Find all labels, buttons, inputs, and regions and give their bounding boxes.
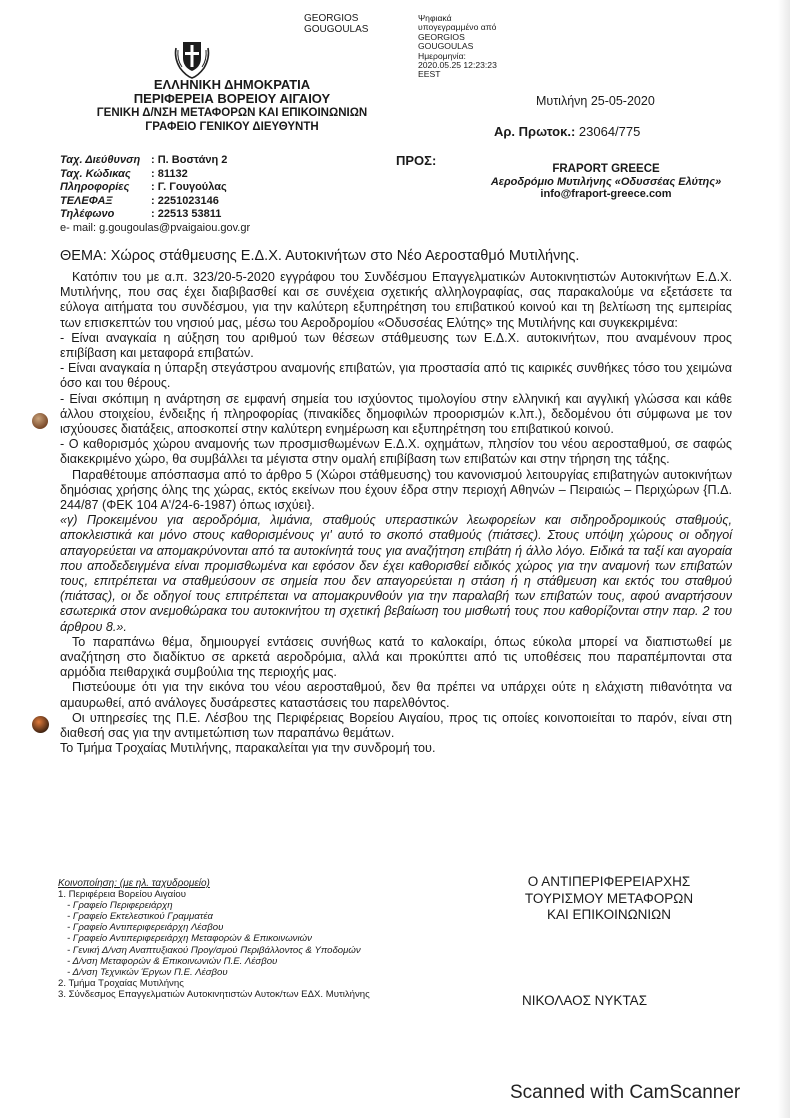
contact-row: Πληροφορίες : Γ. Γουγούλας <box>60 181 227 194</box>
margin-mark-icon <box>32 716 49 733</box>
body-paragraph: Παραθέτουμε απόσπασμα από το άρθρο 5 (Χώροι στάθμευσης) του κανονισμού λειτουργίας επιβατηγών αυτοκινήτων δημόσιας χρήσης όλης της χώρας, εκτός εκείνων που έχουν έδρα στην περιοχή Αθηνών – Πειραιώς – Περιχώρων {Π.Δ. 244/87 (ΦΕΚ 104 Α'/24-6-1987) όπως ισχύει}. <box>60 467 732 513</box>
signature-details: Ψηφιακά υπογεγραμμένο από GEORGIOS GOUGOULAS Ημερομηνία: 2020.05.25 12:23:23 EEST <box>418 13 497 80</box>
cc-sub-item: - Γενική Δ/νση Αναπτυξιακού Προγ/σμού Περιβάλλοντος & Υποδομών <box>67 944 361 956</box>
body-paragraph: Το Τμήμα Τροχαίας Μυτιλήνης, παρακαλείται για την συνδρομή του. <box>60 741 436 756</box>
cc-title: Κοινοποίηση: (με ηλ. ταχυδρομείο) <box>58 878 210 889</box>
cc-item: 1. Περιφέρεια Βορείου Αιγαίου <box>58 889 186 901</box>
scanner-watermark: Scanned with CamScanner <box>510 1082 741 1103</box>
cc-sub-item: - Γραφείο Εκτελεστικού Γραμματέα <box>67 911 214 923</box>
contact-row: Ταχ. Κώδικας : 81132 <box>60 167 188 180</box>
signature-name: GEORGIOS GOUGOULAS <box>304 13 369 35</box>
body-paragraph: Το παραπάνω θέμα, δημιουργεί εντάσεις συνήθως κατά το καλοκαίρι, όπως εύκολα μπορεί να διαπιστωθεί με αναζήτηση στο διαδίκτυο σε αρκετά αεροδρόμια, αλλά και προκύπτει από τις υποθέσεις που παραπέμπονται στα αρμόδια πειθαρχικά συμβούλια της περιοχής μας. <box>60 634 732 680</box>
body-bullet: - Είναι αναγκαία η ύπαρξη στεγάστρου αναμονής επιβατών, για προστασία από τις καιρικές συνθήκες τόσο του χειμώνα όσο και του θέρους. <box>60 361 732 391</box>
cc-item: 2. Τμήμα Τροχαίας Μυτιλήνης <box>58 977 184 989</box>
law-quote: «γ) Προκειμένου για αεροδρόμια, λιμάνια, σταθμούς υπεραστικών λεωφορείων και σιδηροδρομικούς σταθμούς, αποκλειστικά και μόνο στους καθορισμένους γι' αυτό το σκοπό σταθμούς (πιάτσες). Στους υπόψη χώρους οι οδηγοί απαγορεύεται να απομακρύνονται από τα αυτοκίνητά τους για αναζήτηση επιβάτη ή άλλο λόγο. Ειδικά τα ταξί και αγοραία που αποδεδειγμένα είναι προμισθωμένα και εφόσον δεν έχει καθορισθεί ειδικός χώρος για την αναμονή των επιβατών τους, επιτρέπεται να σταθμεύσουν σε σημεία που δεν απαγορεύεται η στάση ή η στάθμευση και εκτός του σταθμού (πιάτσας), οι δε οδηγοί τους επιτρέπεται να απομακρυνθούν για την παραλαβή των επιβατών τους, αφού αναρτήσουν εσωτερικά στον ανεμοθώρακα του αυτοκινήτου τη σχετική βεβαίωση του μισθωτή τους που καθορίζονται στην παρ. 2 του άρθρου 8.». <box>60 513 732 634</box>
signer-name: ΝΙΚΟΛΑΟΣ ΝΥΚΤΑΣ <box>522 993 648 1008</box>
contact-row: ΤΕΛΕΦΑΞ : 2251023146 <box>60 194 219 207</box>
cc-sub-item: - Δ/νση Τεχνικών Έργων Π.Ε. Λέσβου <box>67 966 228 978</box>
body-paragraph: Κατόπιν του με α.π. 323/20-5-2020 εγγράφου του Συνδέσμου Επαγγελματικών Αυτοκινητιστών Αυτοκινήτων Ε.Δ.Χ. Μυτιλήνης, που σας έχει διαβιβασθεί και σε συνέχεια σχετικής αλληλογραφίας, σας παρακαλούμε να εξετάσετε τα εύλογα αιτήματα του συνδέσμου, για την καλύτερη εξυπηρέτηση του επιβατικού κοινού και τη βελτίωση της εμπειρίας των επισκεπτών του νησιού μας, μέσω του Αεροδρομίου «Οδυσσέας Ελύτης» της Μυτιλήνης και συγκεκριμένα: <box>60 270 732 330</box>
body-bullet: - Είναι αναγκαία η αύξηση του αριθμού των θέσεων στάθμευσης των Ε.Δ.Χ. αυτοκινήτων, που αναμένουν προς επιβίβαση και μεταφορά επιβατών. <box>60 330 732 361</box>
contact-row: Ταχ. Διεύθυνση : Π. Βοστάνη 2 <box>60 154 228 166</box>
body-bullet: - Ο καθορισμός χώρου αναμονής των προσμισθωμένων Ε.Δ.Χ. οχημάτων, πλησίον του νέου αεροσταθμού, σε σαφώς διακεκριμένο χώρο, θα συμβάλλει τα μέγιστα στην ομαλή επιβίβαση των επιβατών και στην τήρηση της τάξης. <box>60 437 732 467</box>
body-paragraph: Πιστεύουμε ότι για την εικόνα του νέου αεροσταθμού, δεν θα πρέπει να υπάρχει ούτε η ελάχιστη πιθανότητα να αμαυρωθεί, από ανάλογες δυσάρεστες καταστάσεις του παρελθόντος. <box>60 680 732 710</box>
cc-sub-item: - Δ/νση Μεταφορών & Επικοινωνιών Π.Ε. Λέσβου <box>67 955 278 967</box>
recipient-email: info@fraport-greece.com <box>540 188 672 200</box>
contact-email: e- mail: g.gougoulas@pvaigaiou.gov.gr <box>60 221 251 234</box>
contact-info <box>60 154 250 236</box>
to-label: ΠΡΟΣ: <box>396 153 437 168</box>
letter-body <box>60 270 732 757</box>
recipient-name: FRAPORT GREECE <box>552 163 660 175</box>
body-bullet: - Είναι σκόπιμη η ανάρτηση σε εμφανή σημεία του ισχύοντος τιμολογίου στην ελληνική και αγγλική γλώσσα και κάθε άλλου στοιχείου, ένδειξης ή πληροφορίας (πινακίδες δημοφιλών προορισμών κ.λπ.), δεδομένου ότι σύμφωνα με τον ισχύουσες διατάξεις, αποσκοπεί στην καλύτερη ενημέρωση και εξυπηρέτηση του επιβατικού κοινού. <box>60 391 732 437</box>
recipient-block <box>484 163 728 201</box>
page-edge-shadow <box>778 0 790 1118</box>
authority-header: ΕΛΛΗΝΙΚΗ ΔΗΜΟΚΡΑΤΙΑ ΠΕΡΙΦΕΡΕΙΑ ΒΟΡΕΙΟΥ ΑΙΓΑΙΟΥ ΓΕΝΙΚΗ Δ/ΝΣΗ ΜΕΤΑΦΟΡΩΝ ΚΑΙ ΕΠΙΚΟΙΝΩΝΙΩΝ ΓΡΑΦΕΙΟ ΓΕΝΙΚΟΥ ΔΙΕΥΘΥΝΤΗ <box>96 77 368 133</box>
signer-title: Ο ΑΝΤΙΠΕΡΙΦΕΡΕΙΑΡΧΗΣ ΤΟΥΡΙΣΜΟΥ ΜΕΤΑΦΟΡΩΝ ΚΑΙ ΕΠΙΚΟΙΝΩΝΙΩΝ <box>524 874 694 922</box>
protocol-number: Αρ. Πρωτοκ.: 23064/775 <box>494 124 641 139</box>
cc-item: 3. Σύνδεσμος Επαγγελματιών Αυτοκινητιστών Αυτοκ/των ΕΔΧ. Μυτιλήνης <box>58 988 370 1000</box>
margin-mark-icon <box>32 413 48 429</box>
greek-coat-of-arms-icon <box>172 36 212 80</box>
subject-line: ΘΕΜΑ: Χώρος στάθμευσης Ε.Δ.Χ. Αυτοκινήτων στο Νέο Αεροσταθμό Μυτιλήνης. <box>60 248 580 264</box>
cc-sub-item: - Γραφείο Περιφερειάρχη <box>67 900 173 912</box>
cc-sub-item: - Γραφείο Αντιπεριφερειάρχη Μεταφορών & Επικοινωνιών <box>67 933 312 945</box>
recipient-airport: Αεροδρόμιο Μυτιλήνης «Οδυσσέας Ελύτης» <box>490 175 722 188</box>
place-date: Μυτιλήνη 25-05-2020 <box>536 94 655 108</box>
cc-sub-item: - Γραφείο Αντιπεριφερειάρχη Λέσβου <box>67 922 224 934</box>
cc-list <box>58 878 370 1000</box>
contact-row: Τηλέφωνο : 22513 53811 <box>60 208 222 221</box>
body-paragraph: Οι υπηρεσίες της Π.Ε. Λέσβου της Περιφέρειας Βορείου Αιγαίου, προς τις οποίες κοινοποιείται το παρόν, είναι στη διαθεσή σας για την αντιμετώπιση των παραπάνω θεμάτων. <box>60 710 732 741</box>
